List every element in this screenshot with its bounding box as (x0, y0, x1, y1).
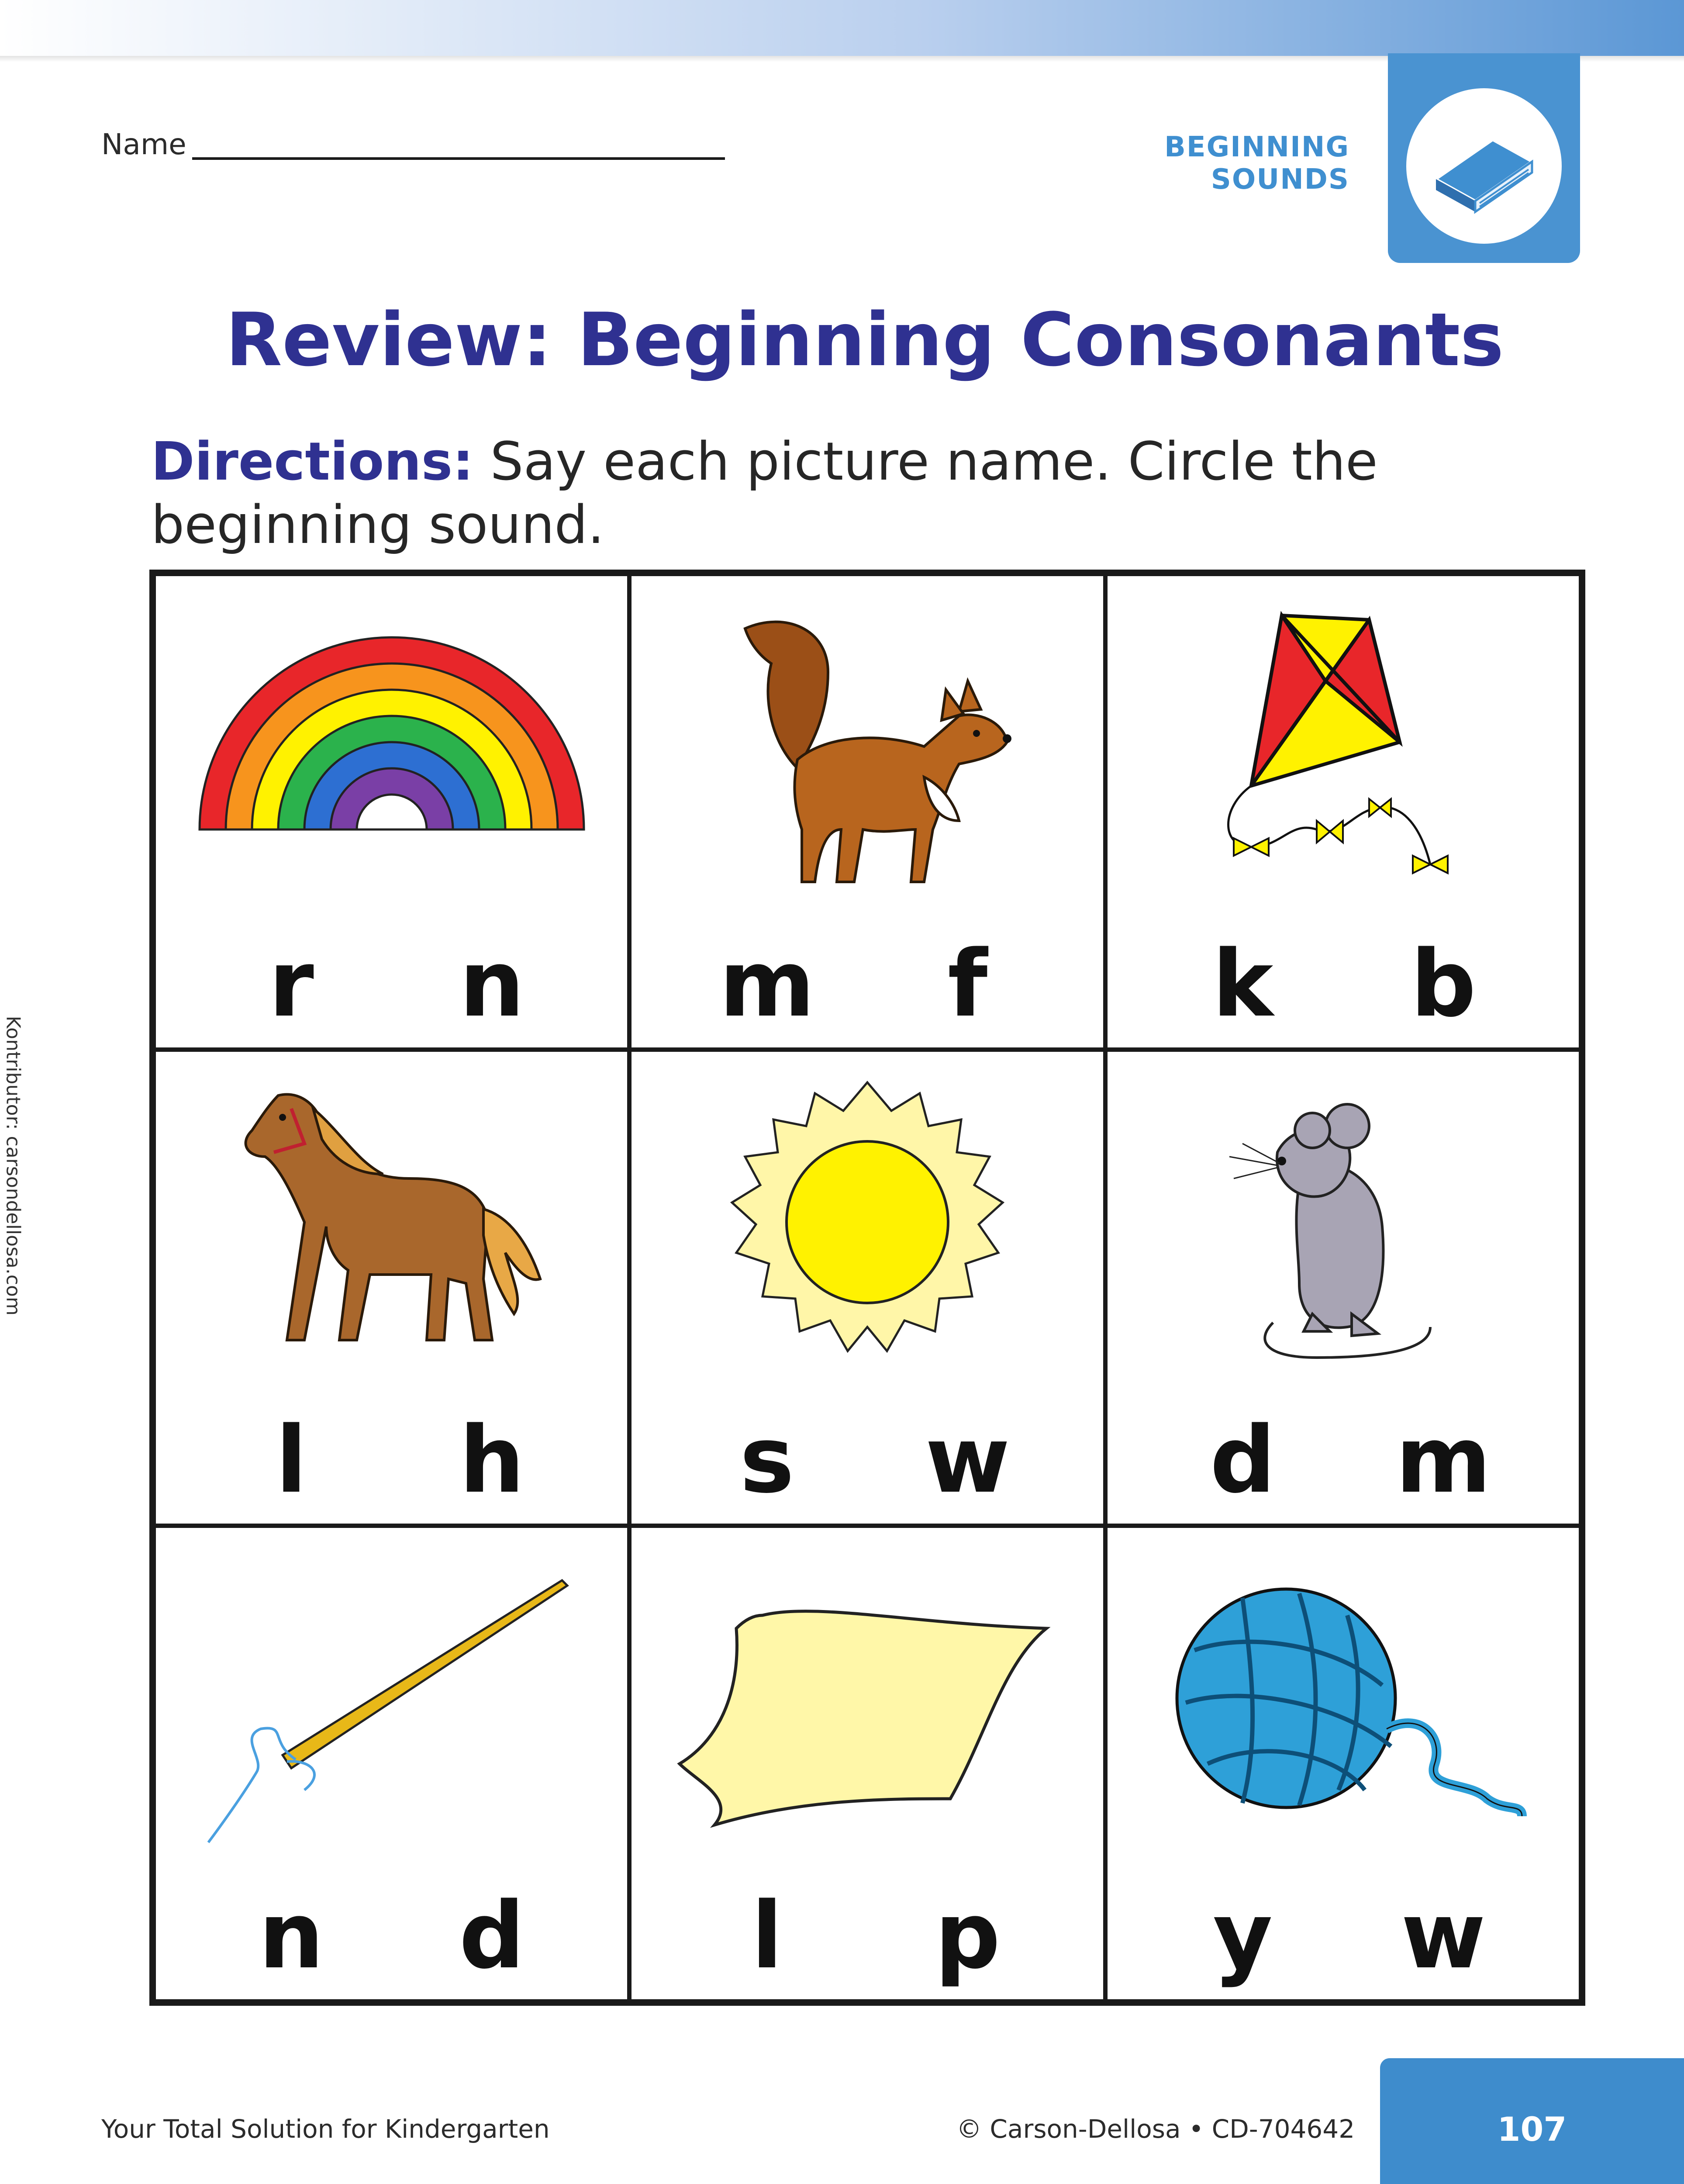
letter-option[interactable]: w (925, 1406, 1010, 1514)
horse-picture (226, 1078, 558, 1375)
pillow-picture (671, 1554, 1064, 1851)
letter-option[interactable]: b (1410, 930, 1477, 1038)
letter-option[interactable]: d (459, 1882, 525, 1989)
category-icon-tab (1388, 53, 1580, 263)
letter-option[interactable]: m (719, 930, 815, 1038)
rainbow-picture (186, 602, 597, 847)
directions-text: Say each picture name. Circle the beginning sound. (151, 432, 1378, 556)
letter-option[interactable]: s (739, 1406, 794, 1514)
mouse-picture (1203, 1078, 1483, 1375)
letter-option[interactable]: r (269, 930, 314, 1038)
footer-copyright: © Carson-Dellosa • CD-704642 (956, 2114, 1355, 2144)
name-field-line[interactable] (192, 157, 725, 160)
footer-series: Your Total Solution for Kindergarten (101, 2114, 550, 2144)
letter-option[interactable]: w (1401, 1882, 1486, 1989)
side-credit: Kontributor: carsondellosa.com (2, 1016, 24, 1316)
letter-option[interactable]: l (751, 1882, 783, 1989)
letter-option[interactable]: k (1212, 930, 1273, 1038)
letter-option[interactable]: n (259, 1882, 324, 1989)
letter-option[interactable]: d (1210, 1406, 1276, 1514)
card-horse (154, 1050, 629, 1525)
card-yarn (1105, 1526, 1581, 2001)
book-icon (1427, 114, 1541, 218)
yarn-picture (1155, 1554, 1531, 1842)
top-banner (0, 0, 1684, 56)
card-fox (629, 574, 1105, 1050)
card-pillow (629, 1526, 1105, 2001)
letter-option[interactable]: h (459, 1406, 525, 1514)
card-rainbow (154, 574, 629, 1050)
worksheet-title: Review: Beginning Consonants (225, 297, 1504, 383)
directions (151, 430, 1592, 557)
needle-picture (195, 1554, 588, 1860)
card-sun (629, 1050, 1105, 1525)
name-label: Name (101, 128, 186, 161)
card-kite (1105, 574, 1581, 1050)
picture-grid (149, 570, 1585, 2006)
category-label: BEGINNING SOUNDS (1164, 131, 1349, 196)
card-mouse (1105, 1050, 1581, 1525)
letter-option[interactable]: n (459, 930, 525, 1038)
card-needle (154, 1526, 629, 2001)
letter-option[interactable]: y (1213, 1882, 1273, 1989)
letter-option[interactable]: m (1395, 1406, 1491, 1514)
category-icon-circle (1406, 88, 1562, 244)
letter-option[interactable]: f (947, 930, 988, 1038)
letter-option[interactable]: p (935, 1882, 1001, 1989)
fox-picture (697, 602, 1038, 899)
directions-lead: Directions: (151, 432, 474, 492)
page-number: 107 (1497, 2110, 1567, 2149)
letter-option[interactable]: l (276, 1406, 307, 1514)
sun-picture (719, 1078, 1016, 1375)
kite-picture (1186, 602, 1500, 908)
